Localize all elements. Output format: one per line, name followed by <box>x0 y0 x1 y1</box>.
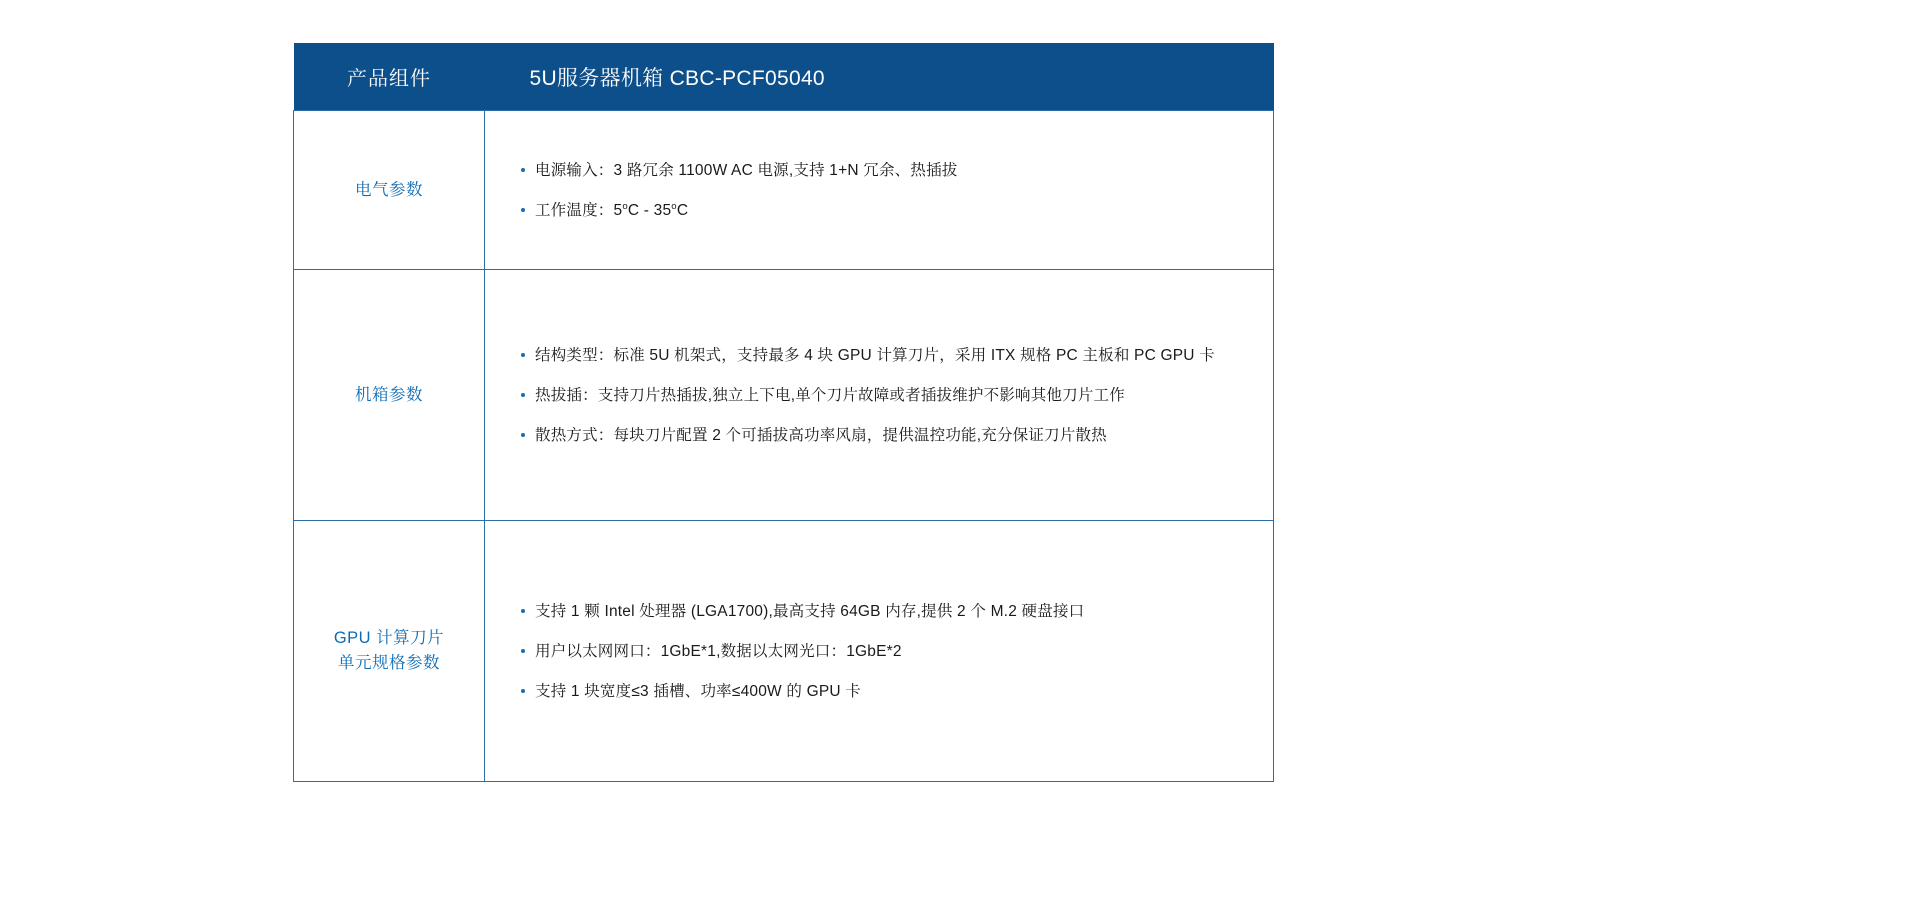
row-label-electrical: 电气参数 <box>294 111 485 270</box>
row-label-chassis: 机箱参数 <box>294 270 485 521</box>
header-product-title: 5U服务器机箱 CBC-PCF05040 <box>485 43 1274 111</box>
row-label-gpu-line2: 单元规格参数 <box>338 654 440 672</box>
list-item: 支持 1 块宽度≤3 插槽、功率≤400W 的 GPU 卡 <box>521 677 1243 706</box>
table-row <box>294 111 1274 270</box>
table-header <box>294 43 1274 111</box>
row-content-electrical <box>485 111 1274 270</box>
list-item: 热拔插：支持刀片热插拔,独立上下电,单个刀片故障或者插拔维护不影响其他刀片工作 <box>521 381 1243 410</box>
row-label-gpu <box>294 521 485 782</box>
bullet-list <box>521 341 1243 450</box>
list-item: 散热方式：每块刀片配置 2 个可插拔高功率风扇，提供温控功能,充分保证刀片散热 <box>521 421 1243 450</box>
table-row <box>294 521 1274 782</box>
bullet-list <box>521 597 1243 706</box>
bullet-list <box>521 156 1243 225</box>
row-content-chassis <box>485 270 1274 521</box>
list-item: 用户以太网网口：1GbE*1,数据以太网光口：1GbE*2 <box>521 637 1243 666</box>
list-item: 支持 1 颗 Intel 处理器 (LGA1700),最高支持 64GB 内存,提供 2 个 M.2 硬盘接口 <box>521 597 1243 626</box>
product-spec-table <box>293 43 1274 782</box>
table-row <box>294 270 1274 521</box>
list-item: 工作温度：5$^o$C - 35$^o$C <box>521 196 1243 225</box>
list-item: 电源输入：3 路冗余 1100W AC 电源,支持 1+N 冗余、热插拔 <box>521 156 1243 185</box>
row-label-gpu-line1: GPU 计算刀片 <box>333 629 445 647</box>
table-header-row <box>294 43 1274 111</box>
list-item: 结构类型：标准 5U 机架式，支持最多 4 块 GPU 计算刀片，采用 ITX 规格 PC 主板和 PC GPU 卡 <box>521 341 1243 370</box>
row-content-gpu <box>485 521 1274 782</box>
header-component-label: 产品组件 <box>294 43 485 111</box>
table-body <box>294 111 1274 782</box>
